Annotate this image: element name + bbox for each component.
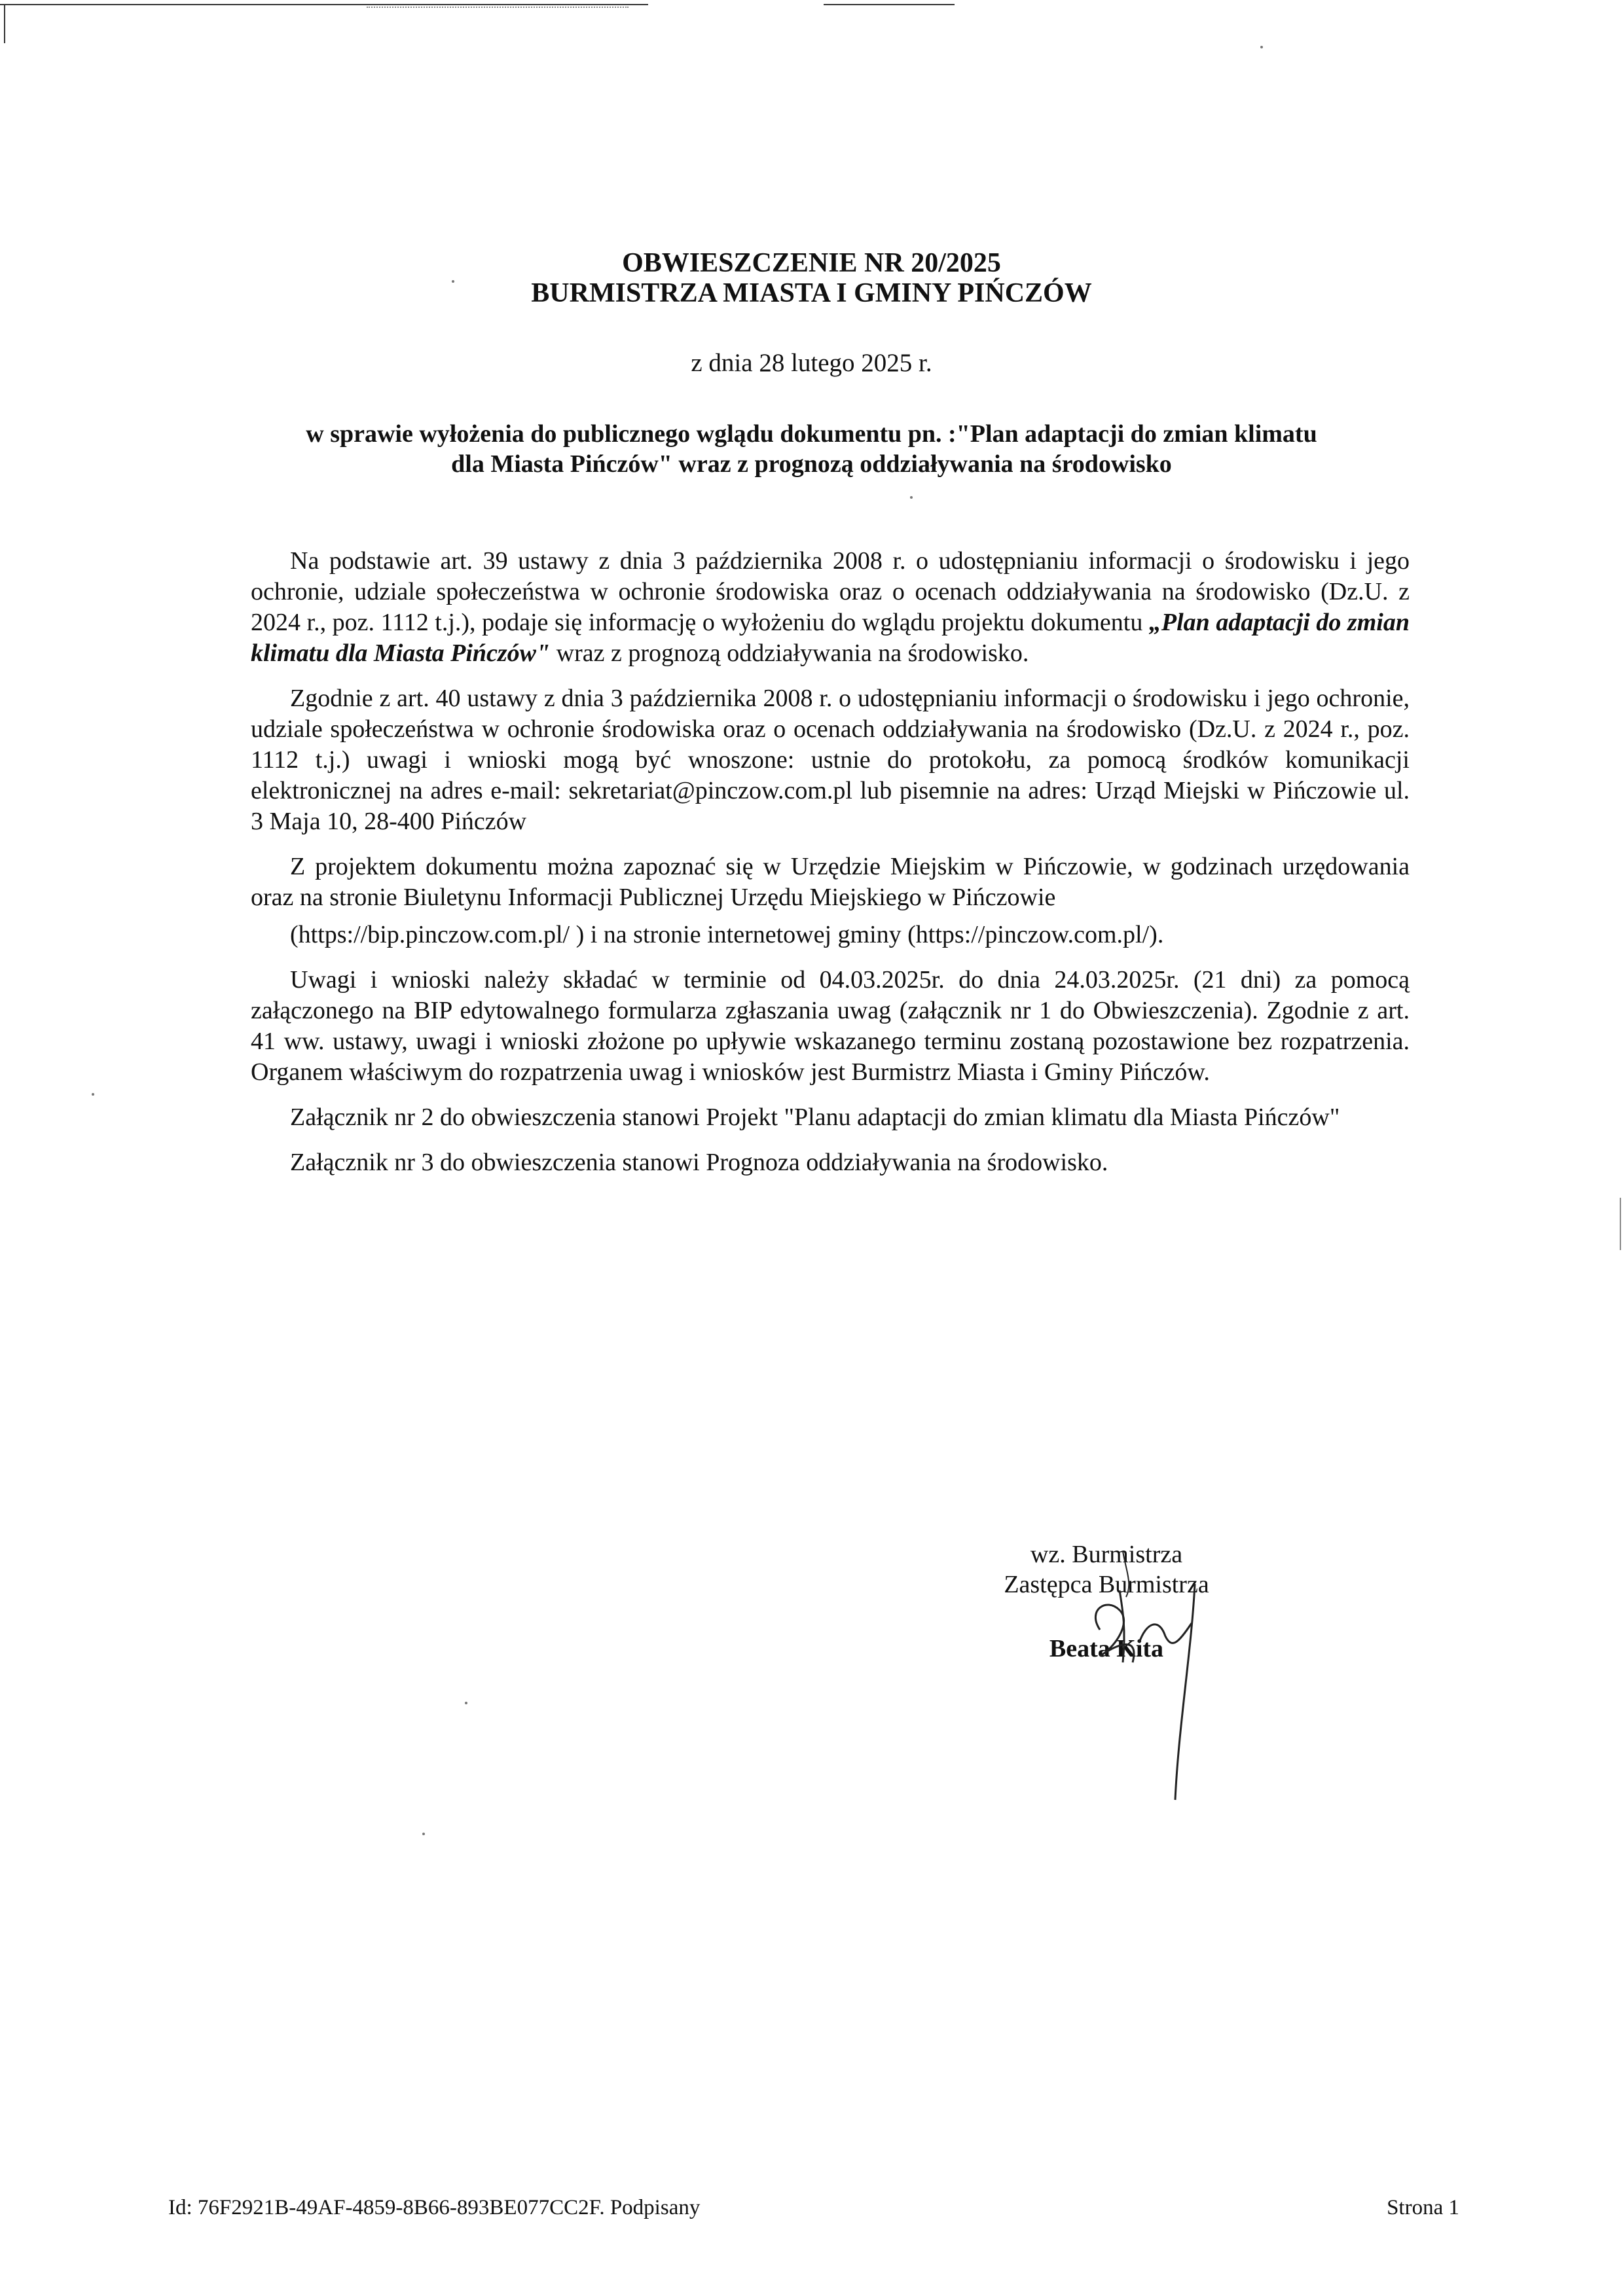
signature-line-1: wz. Burmistrza — [1030, 1541, 1183, 1568]
paragraph-legal-basis — [251, 546, 1410, 669]
document-date: z dnia 28 lutego 2025 r. — [691, 349, 932, 377]
paragraph-links: (https://bip.pinczow.com.pl/ ) i na stronie internetowej gminy (https://pinczow.com.pl/). — [290, 921, 1164, 948]
paragraph-deadline: Uwagi i wnioski należy składać w terminie od 04.03.2025r. do dnia 24.03.2025r. (21 dni) za pomocą załączonego na BIP edytowalnego formularza zgłaszania uwag (załącznik nr 1 do Obwieszczenia). Zgodnie z art. 41 ww. ustawy, uwagi i wnioski złożone po upływie wskazanego terminu zostaną pozostawione bez rozpatrzenia. Organem właściwym do rozpatrzenia uwag i wniosków jest Burmistrz Miasta i Gminy Pińczów. — [251, 966, 1410, 1086]
paragraph-attachment-3: Załącznik nr 3 do obwieszczenia stanowi Prognoza oddziaływania na środowisko. — [290, 1149, 1108, 1176]
paragraph-attachment-2: Załącznik nr 2 do obwieszczenia stanowi Projekt "Planu adaptacji do zmian klimatu dla Miasta Pińczów" — [290, 1103, 1340, 1131]
handwritten-signature — [1061, 1532, 1231, 1806]
document-subject — [131, 419, 1492, 479]
scan-edge-line — [824, 4, 955, 5]
scan-edge-line — [4, 4, 5, 43]
signature-line-2: Zastępca Burmistrza — [1004, 1571, 1209, 1598]
paragraph-access: Z projektem dokumentu można zapoznać się w Urzędzie Miejskim w Pińczowie, w godzinach urzędowania oraz na stronie Biuletynu Informacji Publicznej Urzędu Miejskiego w Pińczowie — [251, 853, 1410, 911]
scan-speck — [452, 280, 454, 283]
scan-speck — [92, 1093, 94, 1096]
document-body — [251, 546, 1410, 1193]
scan-edge-line — [0, 4, 648, 5]
paragraph-submission-methods: Zgodnie z art. 40 ustawy z dnia 3 października 2008 r. o udostępnianiu informacji o środowisku i jego ochronie, udziale społeczeństwa w ochronie środowiska oraz o ocenach oddziaływania na środowisko (Dz.U. z 2024 r., poz. 1112 t.j.) uwagi i wnioski mogą być wnoszone: ustnie do protokołu, za pomocą środków komunikacji elektronicznej na adres e-mail: sekretariat@pinczow.com.pl lub pisemnie na adres: Urząd Miejski w Pińczowie ul. 3 Maja 10, 28-400 Pińczów — [251, 685, 1410, 835]
subject-line-2: dla Miasta Pińczów" wraz z prognozą oddziaływania na środowisko — [451, 450, 1172, 478]
document-title: OBWIESZCZENIE NR 20/2025 — [622, 248, 1001, 278]
document-id-footer: Id: 76F2921B-49AF-4859-8B66-893BE077CC2F. Podpisany — [168, 2196, 701, 2219]
scan-speck — [910, 496, 913, 499]
paragraph-text: Na podstawie art. 39 ustawy z dnia 3 października 2008 r. o udostępnianiu informacji o środowisku i jego ochronie, udziale społeczeństwa w ochronie środowiska oraz o ocenach oddziaływania na środowisko (Dz.U. z 2024 r., poz. 1112 t.j.), podaje się informację o wyłożeniu do wglądu projektu dokumentu — [251, 547, 1410, 636]
page-number: Strona 1 — [1387, 2196, 1459, 2219]
scan-edge-dots — [367, 7, 629, 8]
scan-speck — [422, 1833, 425, 1835]
document-issuer: BURMISTRZA MIASTA I GMINY PIŃCZÓW — [531, 278, 1092, 308]
document-name-italic: „Plan adaptacji do zmian klimatu dla Miasta Pińczów" — [251, 609, 1410, 667]
scan-speck — [465, 1702, 467, 1704]
signatory-name: Beata Kita — [1049, 1635, 1164, 1662]
scan-edge-line — [1620, 1198, 1621, 1250]
scan-speck — [1260, 46, 1263, 48]
subject-line-1: w sprawie wyłożenia do publicznego wglądu dokumentu pn. :"Plan adaptacji do zmian klimatu — [306, 420, 1317, 448]
paragraph-text: wraz z prognozą oddziaływania na środowisko. — [550, 639, 1029, 667]
